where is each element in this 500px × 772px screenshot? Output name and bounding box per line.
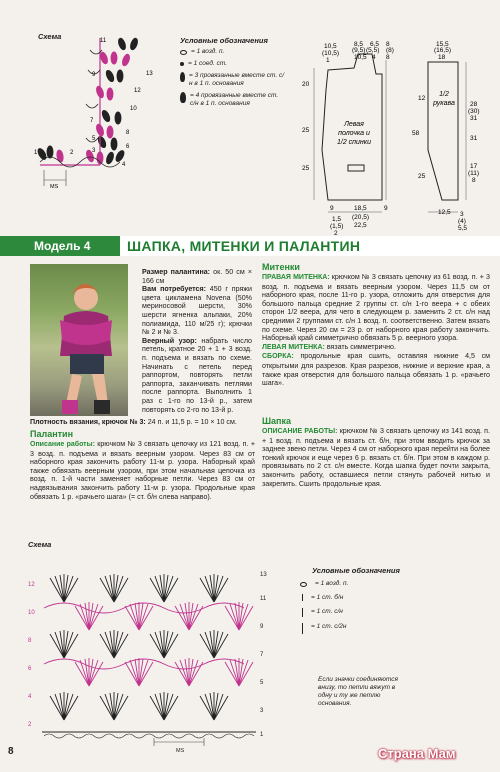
watermark: Страна Мам [378, 746, 456, 761]
svg-text:5,5: 5,5 [458, 225, 468, 232]
svg-text:7: 7 [260, 652, 264, 658]
cluster-3-icon [180, 72, 185, 82]
svg-text:8: 8 [28, 638, 32, 644]
svg-text:25: 25 [302, 165, 310, 172]
svg-text:28: 28 [470, 101, 478, 108]
svg-text:(1,5): (1,5) [330, 223, 344, 230]
row-12-label: 12 [134, 88, 141, 94]
fan-stitch-chart [24, 560, 276, 756]
chain-stitch-icon [300, 582, 307, 587]
svg-text:10,5: 10,5 [324, 43, 337, 50]
garment-pattern [296, 40, 496, 235]
svg-text:13: 13 [260, 572, 267, 578]
svg-text:31: 31 [470, 115, 478, 122]
bottom-legend: = 1 возд. п. = 1 ст. б/н = 1 ст. с/н = 1 ст. с/2н [300, 580, 390, 634]
model-photo [30, 264, 128, 416]
mittens-description: ПРАВАЯ МИТЕНКА: крючком № 3 связать цепочку из 61 возд. п. + 3 возд. п. подъема и вязать веерным узором. Через 11,5 см от наборного края, после 11-го р. узора, отложить для отверстия для большого пальца средние 2 группы ст. с/н 1-го веера + с обеих сторон 1/2 веера, для чего в следующем р. заменить 2 ст. с/н над средними 2 группами ст. с/н 1 возд. п. соответственно. Затем вязать по схеме. Через 20 см = 23 р. от наборного края работу закончить. Наборный край симметрично обвязать 5 р. веерного узора. ЛЕВАЯ МИТЕНКА: вязать симметрично. СБОРКА: продольные края сшить, оставляя нижние 4,5 см открытыми для разрезов. Края разрезов, нижние и верхние края, а также края отверстия для большого пальца обвязать 1 р. «рачьего шага». [262, 273, 490, 388]
svg-text:(20,5): (20,5) [352, 214, 369, 221]
treble-crochet-icon [302, 623, 303, 634]
svg-text:8: 8 [386, 41, 390, 48]
svg-text:17: 17 [470, 163, 478, 170]
svg-text:(16,5): (16,5) [434, 47, 451, 54]
mittens-title: Митенки [262, 262, 300, 272]
bottom-scheme-label: Схема [28, 540, 52, 549]
row-3-label: 3 [92, 148, 96, 154]
row-8-label: 8 [126, 130, 130, 136]
svg-text:6: 6 [28, 666, 32, 672]
model-title: ШАПКА, МИТЕНКИ И ПАЛАНТИН [127, 238, 361, 254]
top-ms-label: MS [50, 184, 59, 190]
svg-text:1: 1 [260, 732, 264, 738]
svg-text:10: 10 [28, 610, 35, 616]
svg-text:1/2 спинки: 1/2 спинки [337, 139, 371, 146]
bottom-legend-title: Условные обозначения [312, 566, 400, 575]
svg-text:11: 11 [260, 596, 267, 602]
svg-text:20: 20 [302, 81, 310, 88]
svg-text:(8): (8) [386, 47, 394, 54]
svg-text:10,5: 10,5 [354, 54, 367, 61]
double-crochet-icon [302, 608, 303, 617]
cluster-4-icon [180, 92, 186, 103]
svg-text:8: 8 [386, 54, 390, 61]
svg-text:9: 9 [260, 624, 264, 630]
model-photo-illustration [30, 264, 128, 416]
top-legend-title: Условные обозначения [180, 36, 268, 45]
top-crochet-chart [30, 30, 165, 200]
svg-text:22,5: 22,5 [354, 222, 367, 229]
hat-title: Шапка [262, 416, 291, 426]
hat-description: ОПИСАНИЕ РАБОТЫ: крючком № 3 связать цепочку из 141 возд. п. + 1 возд. п. подъема и вязать ст. б/н, при этом вводить крючок за заднее звено петли. Через 4 см от наборного края перейти на более тонкий крючок и еще через 6 р. вязать ст. б/н. При этом в каждом р. провязывать по 2 ст. с/н вместе. Когда шапка будет почти закрыта, закончить работу, оставшиеся петли стянуть рабочей нитью и закрепить. Сшить продольные края. [262, 427, 490, 488]
svg-text:6,5: 6,5 [370, 41, 380, 48]
svg-text:3: 3 [460, 211, 464, 218]
row-4-label: 4 [122, 162, 126, 168]
svg-text:Левая: Левая [344, 121, 364, 128]
top-legend: = 1 возд. п. = 1 соед. ст. = 3 провязанные вместе ст. с/н в 1 п. основания = 4 провязанные вместе ст. с/н в 1 п. основания [180, 48, 285, 108]
svg-text:(9,5): (9,5) [352, 47, 366, 54]
svg-text:12: 12 [28, 582, 35, 588]
top-scheme-label: Схема [38, 32, 62, 41]
svg-text:12,5: 12,5 [438, 209, 451, 216]
svg-text:2: 2 [28, 722, 32, 728]
svg-text:(11): (11) [468, 170, 480, 177]
row-1-label: 1 [34, 150, 38, 156]
svg-text:15,5: 15,5 [436, 41, 449, 48]
svg-text:(10,5): (10,5) [322, 50, 339, 57]
row-11-label: 11 [100, 38, 107, 44]
row-6-label: 6 [126, 144, 130, 150]
svg-text:полочка и: полочка и [338, 130, 370, 137]
chain-stitch-icon [180, 50, 187, 55]
row-5-label: 5 [92, 136, 96, 142]
svg-text:MS: MS [176, 748, 185, 754]
svg-text:25: 25 [418, 173, 426, 180]
svg-text:18,5: 18,5 [354, 205, 367, 212]
svg-text:8,5: 8,5 [354, 41, 364, 48]
svg-text:(4): (4) [458, 218, 466, 225]
svg-text:(5,5): (5,5) [366, 47, 380, 54]
svg-text:1/2: 1/2 [439, 91, 449, 98]
scarf-title: Палантин [30, 429, 74, 439]
svg-text:58: 58 [412, 130, 420, 137]
svg-text:8: 8 [472, 177, 476, 184]
svg-text:4: 4 [28, 694, 32, 700]
svg-text:31: 31 [470, 135, 478, 142]
slip-stitch-icon [180, 62, 184, 66]
svg-text:рукава: рукава [433, 100, 455, 107]
density-line: Плотность вязания, крючок № 3: 24 п. и 11,5 р. = 10 × 10 см. [30, 418, 237, 426]
row-10-label: 10 [130, 106, 137, 112]
scarf-description: Описание работы: крючком № 3 связать цепочку из 121 возд. п. + 3 возд. п. подъема и вязать веерным узором. Через 83 см от наборного края закончить работу 11-м р. узора. Наборный край также обвязать веерным узором, при этом начальная цепочка из возд. п. 1-й части заменяет наборные петли. Через 83 см от надвязывания закончить работу 11-м р. узора. Продольные края обвязать 1 р. «рачьего шага» (= ст. б/н слева направо). [30, 440, 255, 501]
model-label: Модель 4 [34, 239, 91, 253]
svg-text:12: 12 [418, 95, 426, 102]
scarf-specs: Размер палантина: ок. 50 см × 166 см Вам потребуется: 450 г пряжи цвета цикламена Novena (50% мериносовой шерсти, 30% шерсти ягненка альпаки, 20% полиамида, 110 м/25 г); крючки № 2 и № 3. Веерный узор: набрать число петель, кратное 20 + 1 + 3 возд. п. подъема и вязать по схеме. Начинать с петель перед раппортом, повторять петли раппорта, заканчивать петлями после раппорта. Выполнить 1 раз с 1-го по 13-й р., затем повторять со 2-го по 13-й р. [142, 268, 252, 414]
svg-text:5: 5 [260, 680, 264, 686]
svg-text:(30): (30) [468, 108, 480, 115]
svg-text:1,5: 1,5 [332, 216, 342, 223]
svg-text:25: 25 [302, 127, 310, 134]
svg-text:18: 18 [438, 54, 446, 61]
svg-text:1: 1 [326, 57, 330, 64]
bottom-legend-note: Если значки соединяются внизу, то петли вяжут в одну и ту же петлю основания. [318, 676, 398, 707]
svg-text:9: 9 [330, 205, 334, 212]
single-crochet-icon [302, 594, 303, 601]
row-9-label: 9 [92, 72, 96, 78]
row-2-label: 2 [70, 150, 74, 156]
page-number: 8 [8, 746, 14, 757]
svg-text:9: 9 [384, 205, 388, 212]
svg-text:2: 2 [334, 230, 338, 235]
row-7-label: 7 [90, 118, 94, 124]
svg-text:4: 4 [372, 54, 376, 61]
row-13-label: 13 [146, 71, 153, 77]
svg-text:3: 3 [260, 708, 264, 714]
